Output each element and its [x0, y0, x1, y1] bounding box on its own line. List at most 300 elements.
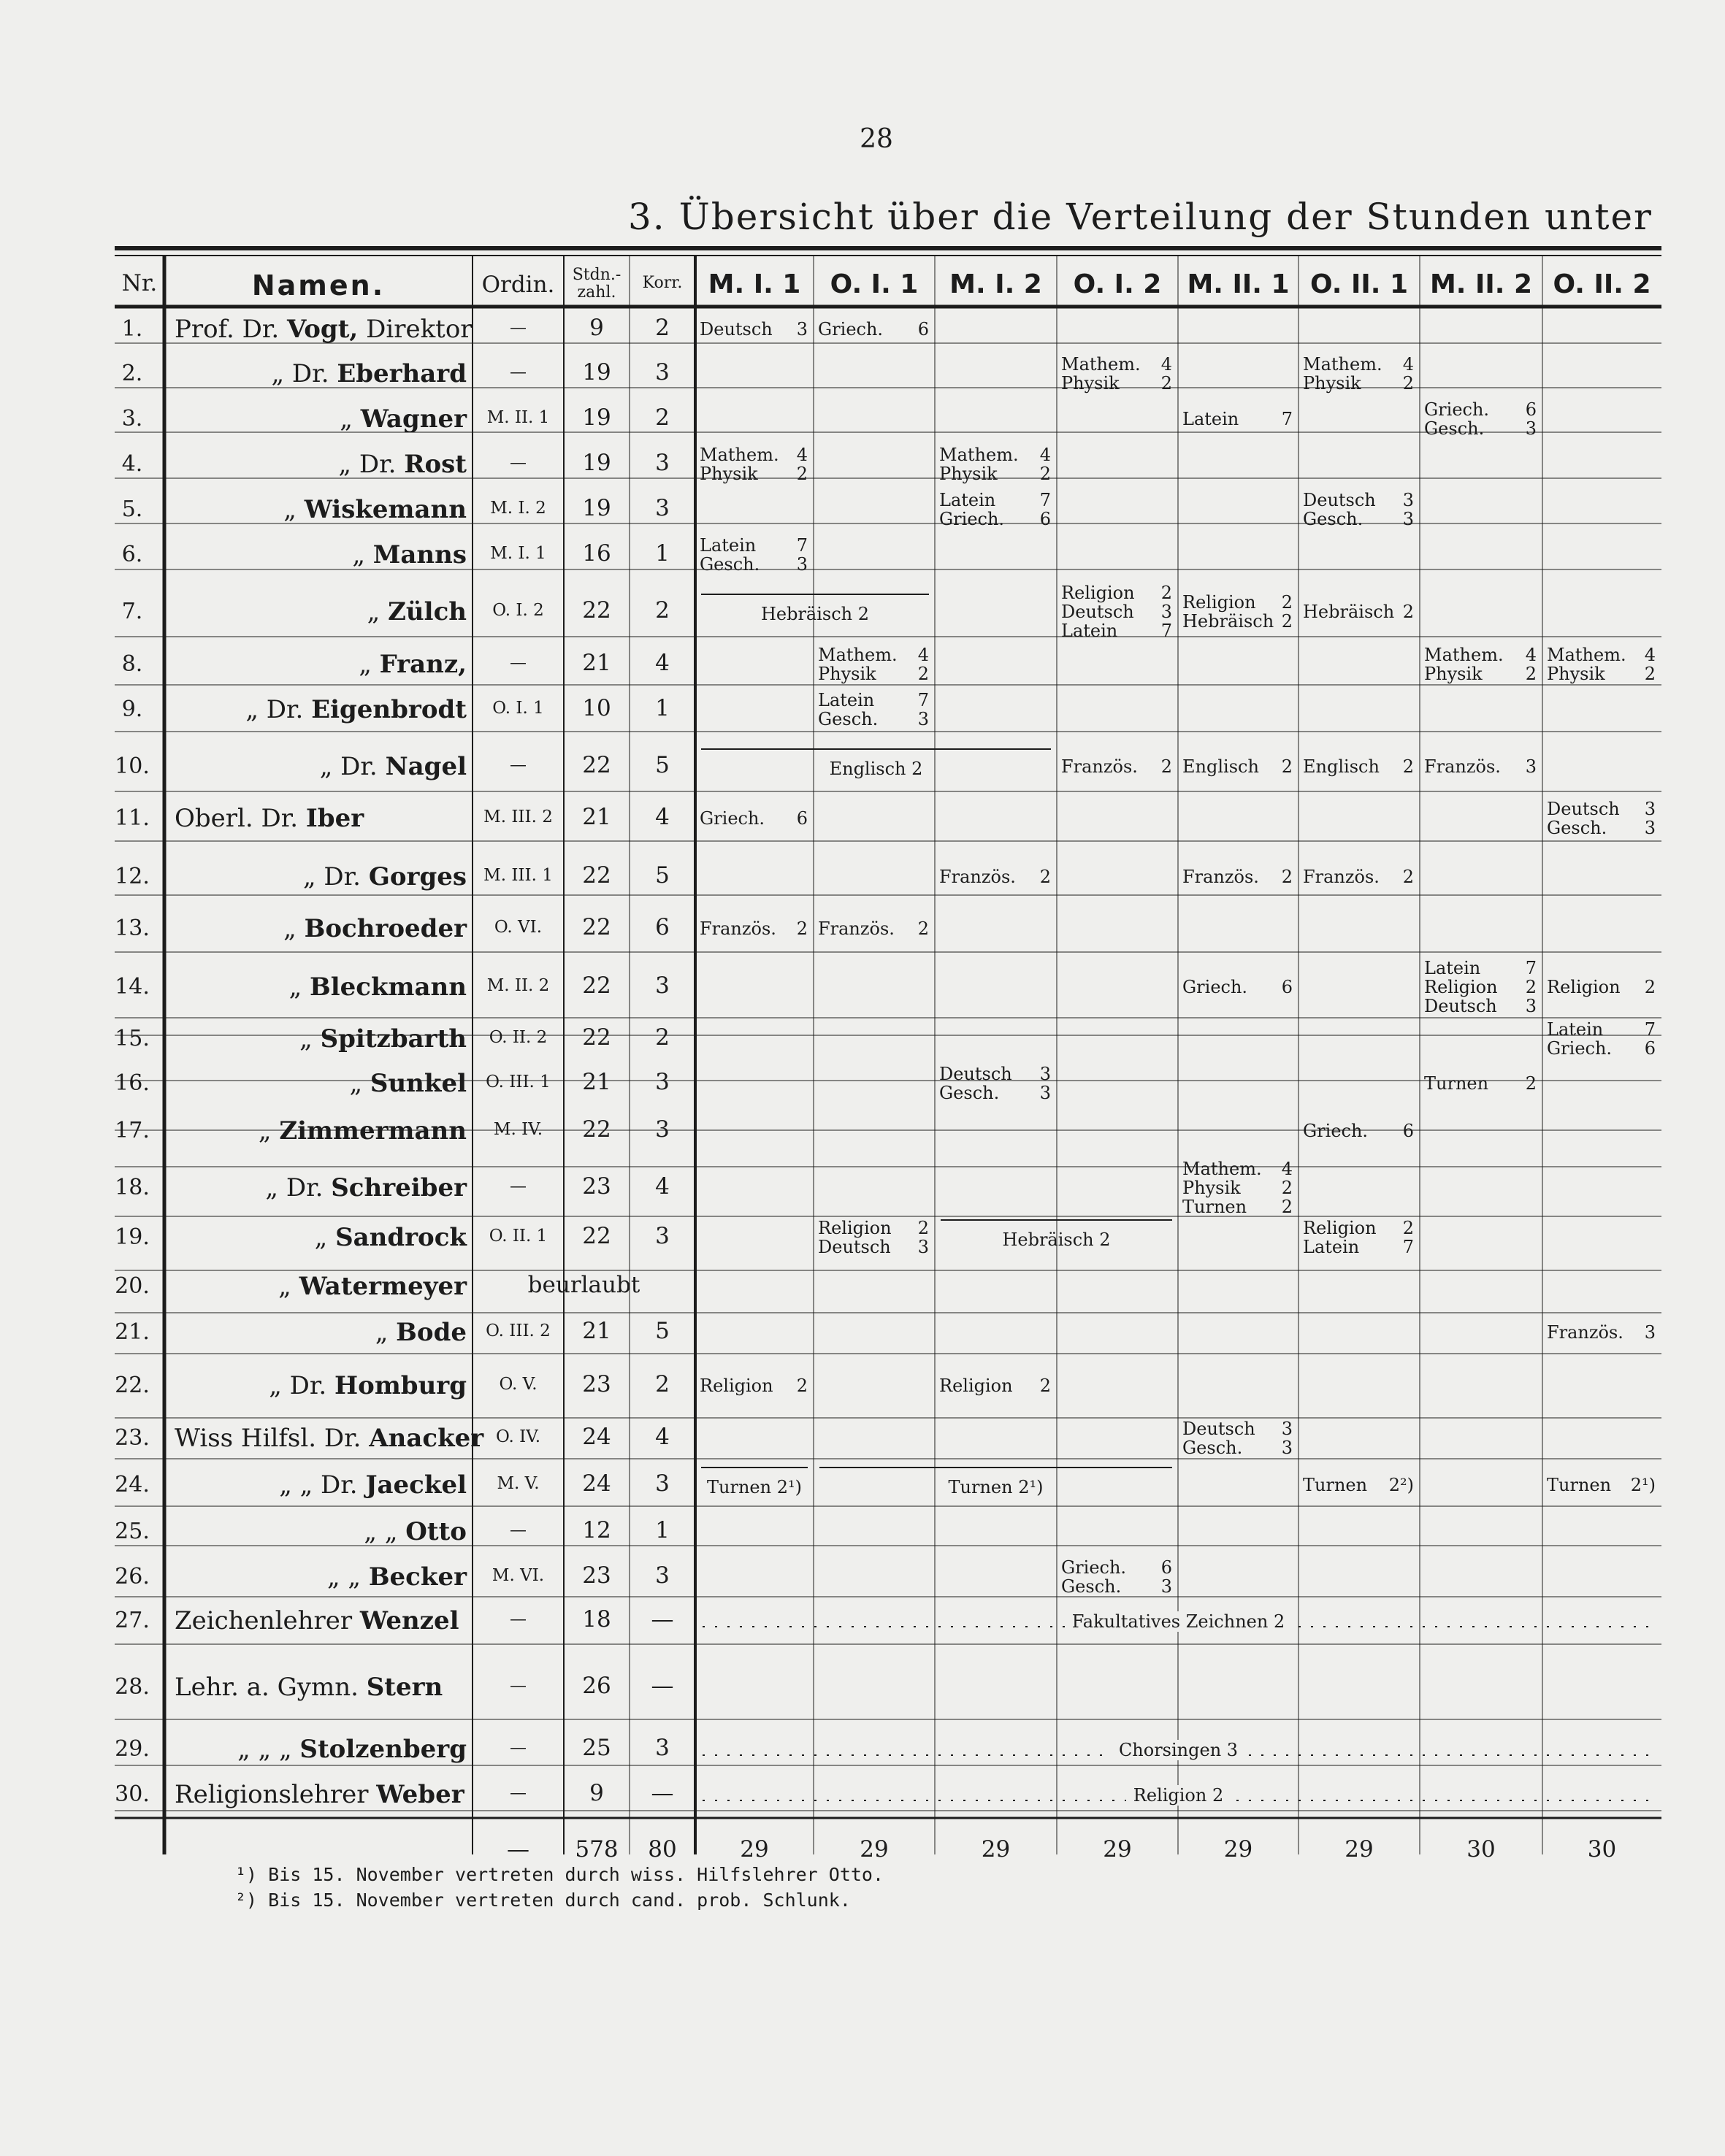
combined-subject: Hebräisch 2 [1002, 1229, 1111, 1250]
name-prefix: „ [375, 1318, 389, 1347]
subject-entry [1182, 978, 1293, 997]
teacher-name [164, 1424, 484, 1453]
beurlaubt-note: beurlaubt [527, 1272, 640, 1298]
name-surname: Eigenbrodt [311, 695, 467, 724]
subject-name: Französ. [818, 918, 895, 939]
name-prefix: „ [283, 495, 297, 524]
corrections-count: 2 [655, 1371, 670, 1397]
subject-hours: 3 [1644, 1322, 1656, 1343]
subject-name: Deutsch [1182, 1419, 1255, 1439]
name-prefix: „ [340, 404, 353, 434]
subject-entry [1547, 978, 1656, 997]
hours-count: 22 [582, 597, 611, 624]
hours-count: 22 [582, 972, 611, 999]
corrections-count: 4 [655, 1424, 670, 1450]
name-surname: Stern [366, 1673, 443, 1702]
ordinarius: — [510, 1177, 527, 1196]
ordinarius: O. V. [499, 1375, 538, 1394]
subject-entry [1182, 1419, 1293, 1438]
hours-count: 23 [582, 1562, 611, 1589]
name-prefix: Oberl. Dr. [175, 804, 299, 833]
name-prefix: „ [288, 972, 302, 1002]
subject-hours: 2 [796, 464, 808, 484]
row-number: 8. [121, 651, 143, 677]
subject-name: Religion [939, 1376, 1013, 1396]
subject-hours: 7 [1644, 1019, 1656, 1040]
subject-entry [1061, 374, 1172, 393]
combined-subject [695, 1741, 1661, 1760]
subject-entry [1182, 867, 1293, 886]
corrections-count: — [651, 1673, 674, 1699]
name-prefix: „ [299, 1024, 313, 1054]
subject-entry [939, 867, 1051, 886]
subject-entry [1424, 400, 1537, 419]
subject-entry [818, 919, 929, 938]
header-class: M. II. 1 [1187, 269, 1290, 299]
hours-count: 21 [582, 1069, 611, 1095]
subject-hours: 2 [917, 664, 929, 684]
subject-entry [1424, 1074, 1537, 1093]
name-surname: Schreiber [331, 1173, 467, 1202]
name-surname: Weber [376, 1780, 464, 1809]
hours-count: 22 [582, 1024, 611, 1051]
hours-count: 26 [582, 1673, 611, 1699]
subject-hours: 2 [1039, 867, 1051, 887]
name-prefix: Religionslehrer [175, 1780, 369, 1809]
subject-name: Physik [1182, 1178, 1241, 1198]
subject-entry [1303, 510, 1414, 529]
subject-name: Religion [1303, 1218, 1377, 1238]
row-number: 25. [115, 1519, 150, 1544]
subject-entry [1182, 410, 1293, 429]
subject-hours: 2²) [1388, 1475, 1414, 1495]
teacher-name [164, 452, 467, 477]
subject-hours: 3 [1525, 418, 1537, 439]
subject-entry [1061, 1577, 1172, 1596]
subject-name: Gesch. [1303, 509, 1363, 529]
teacher-name [164, 1470, 467, 1500]
subject-entry [939, 1083, 1051, 1102]
subject-name: Turnen [1547, 1475, 1612, 1495]
ordinarius: M. I. 2 [490, 499, 546, 518]
teacher-name [164, 1225, 467, 1250]
row-number: 29. [115, 1736, 150, 1762]
subject-hours: 7 [1281, 409, 1293, 429]
hours-count: 21 [582, 1318, 611, 1344]
teacher-name [164, 972, 467, 1002]
subject-name: Gesch. [939, 1083, 1000, 1103]
name-surname: Bochroeder [304, 914, 467, 943]
name-prefix: „ [352, 540, 365, 569]
subject-entry [1547, 799, 1656, 818]
teacher-name [164, 1320, 467, 1345]
subject-name: Mathem. [818, 645, 898, 665]
teacher-name [164, 497, 467, 522]
name-prefix: „ „ [364, 1517, 398, 1546]
subject-name: Deutsch [1424, 996, 1497, 1016]
subject-name: Physik [1547, 664, 1605, 684]
subject-entry [700, 809, 808, 828]
corrections-count: 2 [655, 1024, 670, 1051]
combined-subject: Hebräisch 2 [760, 604, 870, 624]
subject-name: Turnen [1303, 1475, 1368, 1495]
teacher-name [164, 697, 467, 722]
name-surname: Wiskemann [304, 495, 467, 524]
subject-hours: 7 [796, 535, 808, 556]
subject-entry [1547, 1039, 1656, 1058]
ordinarius: — [510, 1784, 527, 1803]
subject-hours: 3 [917, 709, 929, 729]
subject-hours: 3 [1039, 1083, 1051, 1103]
ordinarius: — [510, 453, 527, 472]
corrections-count: 3 [655, 495, 670, 521]
row-number: 20. [115, 1273, 150, 1299]
combined-subject: Englisch 2 [829, 759, 923, 779]
subject-entry [818, 664, 929, 683]
subject-hours: 2 [1160, 756, 1172, 777]
hours-count: 22 [582, 1116, 611, 1143]
subject-name: Deutsch [939, 1064, 1012, 1084]
hours-count: 19 [582, 495, 611, 521]
hours-count: 9 [589, 1780, 604, 1806]
row-number: 3. [121, 406, 143, 431]
header-korr: Korr. [642, 274, 683, 292]
subject-name: Deutsch [700, 319, 773, 339]
subject-entry [939, 491, 1051, 510]
name-surname: Bode [396, 1318, 467, 1347]
name-surname: Sunkel [370, 1069, 467, 1098]
subject-hours: 2¹) [1630, 1475, 1656, 1495]
hours-count: 16 [582, 540, 611, 567]
teacher-name [164, 1116, 467, 1146]
name-prefix: „ Dr. [302, 862, 361, 891]
name-prefix: „ „ „ [237, 1735, 292, 1764]
name-surname: Homburg [334, 1371, 467, 1400]
teacher-name [164, 1782, 477, 1807]
subject-name: Hebräisch [1303, 602, 1395, 622]
name-surname: Jaeckel [365, 1470, 467, 1500]
subject-entry [818, 691, 929, 710]
subject-name: Französ. [939, 867, 1016, 887]
subject-name: Griech. [939, 509, 1005, 529]
subject-hours: 2 [796, 1376, 808, 1396]
subject-name: Mathem. [1061, 354, 1141, 375]
subject-hours: 4 [1644, 645, 1656, 665]
ordinarius: O. I. 1 [492, 699, 544, 718]
name-surname: Franz, [379, 650, 467, 679]
ordinarius: O. III. 2 [486, 1321, 551, 1340]
name-surname: Watermeyer [299, 1272, 467, 1301]
row-number: 24. [115, 1472, 150, 1497]
row-number: 6. [121, 542, 143, 567]
corrections-count: 4 [655, 650, 670, 676]
subject-name: Englisch [1182, 756, 1259, 777]
ordinarius: M. II. 1 [486, 408, 550, 427]
name-surname: Sandrock [335, 1223, 467, 1252]
total-class-hours: 29 [860, 1836, 889, 1862]
subject-entry [700, 464, 808, 483]
corrections-count: — [651, 1780, 674, 1806]
subject-entry [818, 1219, 929, 1238]
corrections-count: 2 [655, 404, 670, 431]
ordinarius: — [510, 1676, 527, 1695]
row-number: 23. [115, 1425, 150, 1451]
name-prefix: „ [258, 1116, 272, 1146]
subject-hours: 2 [1402, 867, 1414, 887]
subject-name: Physik [818, 664, 876, 684]
subject-entry [1061, 583, 1172, 602]
subject-entry [1182, 1159, 1293, 1178]
name-prefix: „ [359, 650, 372, 679]
subject-entry [1424, 978, 1537, 997]
subject-hours: 2 [1281, 611, 1293, 632]
name-surname: Zülch [388, 597, 467, 626]
header-nr: Nr. [121, 270, 158, 296]
subject-name: Latein [939, 490, 996, 510]
subject-name: Deutsch [1547, 799, 1620, 819]
name-prefix: „ Dr. [265, 1173, 324, 1202]
corrections-count: 6 [655, 914, 670, 940]
hours-count: 21 [582, 650, 611, 676]
subject-entry [1424, 959, 1537, 978]
ordinarius: O. VI. [494, 918, 543, 937]
teacher-name [164, 1071, 467, 1096]
subject-hours: 4 [1039, 445, 1051, 465]
subject-name: Gesch. [1547, 818, 1607, 838]
hours-count: 19 [582, 450, 611, 476]
teacher-name [164, 1675, 477, 1700]
combined-subject [695, 1612, 1661, 1631]
subject-entry [1303, 1121, 1414, 1140]
name-surname: Wagner [360, 404, 467, 434]
subject-entry [1061, 602, 1172, 621]
subject-name: Griech. [1061, 1557, 1127, 1578]
subject-name: Griech. [1303, 1121, 1369, 1141]
name-prefix: „ [367, 597, 380, 626]
name-surname: Vogt, [286, 315, 359, 344]
name-surname: Nagel [385, 752, 467, 781]
subject-name: Gesch. [1424, 418, 1485, 439]
subject-entry [1182, 612, 1293, 631]
ordinarius: — [510, 1738, 527, 1757]
subject-hours: 2 [796, 918, 808, 939]
page-title: 3. Übersicht über die Verteilung der Stunden unter [628, 196, 1653, 238]
hours-count: 22 [582, 862, 611, 889]
corrections-count: — [651, 1606, 674, 1633]
combined-subject [695, 1786, 1661, 1805]
header-name: Namen. [251, 269, 386, 302]
subject-entry [939, 510, 1051, 529]
row-number: 14. [115, 974, 150, 1000]
combined-subject: Turnen 2¹) [707, 1477, 802, 1497]
row-number: 26. [115, 1564, 150, 1589]
subject-entry [818, 645, 929, 664]
subject-hours: 6 [917, 319, 929, 339]
subject-name: Turnen [1424, 1073, 1489, 1094]
subject-entry [939, 464, 1051, 483]
name-prefix: Lehr. a. Gymn. [175, 1673, 359, 1702]
subject-name: Religion [1061, 583, 1135, 603]
row-number: 13. [115, 916, 150, 941]
subject-hours: 3 [917, 1237, 929, 1257]
subject-entry [1303, 1238, 1414, 1257]
row-number: 22. [115, 1373, 150, 1398]
hours-count: 22 [582, 914, 611, 940]
subject-name: Französ. [700, 918, 776, 939]
corrections-count: 5 [655, 752, 670, 778]
name-surname: Iber [305, 804, 364, 833]
subject-name: Physik [1424, 664, 1483, 684]
name-prefix: „ Dr. [319, 752, 378, 781]
subject-hours: 6 [1281, 977, 1293, 997]
subject-entry [1303, 1476, 1414, 1495]
teacher-name [164, 1274, 467, 1299]
dotted-subject-label: Chorsingen 3 [1112, 1740, 1245, 1760]
total-class-hours: 29 [740, 1836, 769, 1862]
subject-name: Griech. [1424, 399, 1490, 420]
subject-hours: 3 [1281, 1419, 1293, 1439]
header-class: O. II. 1 [1309, 269, 1409, 299]
teacher-name [164, 1519, 467, 1544]
ordinarius: M. I. 1 [490, 544, 546, 563]
ordinarius: O. III. 1 [486, 1073, 551, 1092]
name-prefix: Wiss Hilfsl. Dr. [175, 1424, 362, 1453]
ordinarius: O. II. 1 [489, 1227, 548, 1246]
name-prefix: „ Dr. [338, 450, 397, 479]
subject-entry [1547, 1020, 1656, 1039]
hours-count: 22 [582, 1223, 611, 1249]
hours-count: 24 [582, 1470, 611, 1497]
row-number: 10. [115, 753, 150, 779]
subject-name: Latein [1547, 1019, 1604, 1040]
subject-name: Latein [1303, 1237, 1360, 1257]
corrections-count: 3 [655, 1069, 670, 1095]
corrections-count: 2 [655, 597, 670, 624]
ordinarius: M. IV. [493, 1120, 543, 1139]
subject-name: Latein [1424, 958, 1481, 978]
row-number: 17. [115, 1118, 150, 1143]
subject-name: Griech. [818, 319, 884, 339]
subject-hours: 3 [1281, 1438, 1293, 1458]
hours-count: 12 [582, 1517, 611, 1543]
subject-hours: 3 [1525, 756, 1537, 777]
corrections-count: 1 [655, 695, 670, 721]
subject-entry [1424, 645, 1537, 664]
subject-name: Physik [939, 464, 998, 484]
ordinarius: M. V. [497, 1474, 540, 1493]
dotted-subject-label: Fakultatives Zeichnen 2 [1065, 1611, 1292, 1632]
ordinarius: — [510, 756, 527, 775]
hours-count: 19 [582, 404, 611, 431]
subject-name: Mathem. [1182, 1159, 1262, 1179]
subject-name: Latein [700, 535, 757, 556]
subject-name: Mathem. [1303, 354, 1382, 375]
subject-entry [1182, 1178, 1293, 1197]
subject-entry [1182, 757, 1293, 776]
total-hours: 578 [575, 1836, 619, 1862]
subject-name: Physik [700, 464, 758, 484]
subject-entry [1182, 593, 1293, 612]
name-prefix: „ „ [326, 1562, 361, 1592]
subject-entry [1424, 997, 1537, 1016]
subject-entry [1061, 1558, 1172, 1577]
corrections-count: 3 [655, 1116, 670, 1143]
header-zahl: zahl. [577, 283, 616, 302]
total-class-hours: 30 [1466, 1836, 1496, 1862]
subject-entry [700, 1376, 808, 1395]
ordinarius: M. III. 2 [483, 807, 553, 826]
subject-hours: 6 [1402, 1121, 1414, 1141]
corrections-count: 3 [655, 359, 670, 385]
name-surname: Spitzbarth [320, 1024, 467, 1054]
header-class: O. I. 2 [1073, 269, 1162, 299]
subject-name: Religion [818, 1218, 892, 1238]
name-surname: Manns [372, 540, 467, 569]
row-number: 2. [121, 361, 143, 386]
corrections-count: 4 [655, 1173, 670, 1200]
subject-hours: 2 [1525, 1073, 1537, 1094]
row-number: 15. [115, 1026, 150, 1051]
subject-entry [818, 320, 929, 339]
header-stdn: Stdn.- [572, 266, 621, 284]
corrections-count: 1 [655, 1517, 670, 1543]
subject-entry [1547, 645, 1656, 664]
teacher-name [164, 1373, 467, 1398]
name-surname: Bleckmann [310, 972, 467, 1002]
corrections-count: 2 [655, 315, 670, 341]
header-ordin: Ordin. [481, 272, 555, 298]
subject-hours: 2 [1039, 1376, 1051, 1396]
subject-name: Französ. [1182, 867, 1259, 887]
total-class-hours: 29 [1345, 1836, 1374, 1862]
row-number: 1. [121, 316, 143, 342]
corrections-count: 3 [655, 1470, 670, 1497]
subject-name: Religion [1547, 977, 1621, 997]
subject-hours: 2 [1644, 977, 1656, 997]
subject-name: Griech. [1547, 1038, 1613, 1059]
subject-name: Französ. [1547, 1322, 1623, 1343]
hours-count: 22 [582, 752, 611, 778]
name-prefix: „ [283, 914, 297, 943]
subject-hours: 2 [1644, 664, 1656, 684]
subject-name: Griech. [700, 808, 765, 829]
subject-hours: 3 [1160, 1576, 1172, 1597]
name-prefix: „ [349, 1069, 363, 1098]
name-prefix: „ [278, 1272, 291, 1301]
subject-entry [1061, 621, 1172, 640]
subject-hours: 2 [1402, 602, 1414, 622]
header-class: M. II. 2 [1429, 269, 1533, 299]
subject-entry [1547, 664, 1656, 683]
subject-hours: 2 [1281, 867, 1293, 887]
teacher-name [164, 806, 477, 831]
ordinarius: — [510, 363, 527, 382]
subject-entry [1424, 664, 1537, 683]
hours-count: 23 [582, 1173, 611, 1200]
subject-name: Physik [1303, 373, 1361, 394]
subject-hours: 4 [1402, 354, 1414, 375]
subject-hours: 2 [1281, 756, 1293, 777]
subject-name: Griech. [1182, 977, 1248, 997]
subject-entry [939, 1376, 1051, 1395]
row-number: 30. [115, 1781, 150, 1807]
row-number: 16. [115, 1070, 150, 1096]
subject-entry [939, 445, 1051, 464]
header-class: O. I. 1 [830, 269, 919, 299]
row-number: 5. [121, 496, 143, 522]
subject-hours: 2 [1402, 1218, 1414, 1238]
row-number: 19. [115, 1224, 150, 1250]
